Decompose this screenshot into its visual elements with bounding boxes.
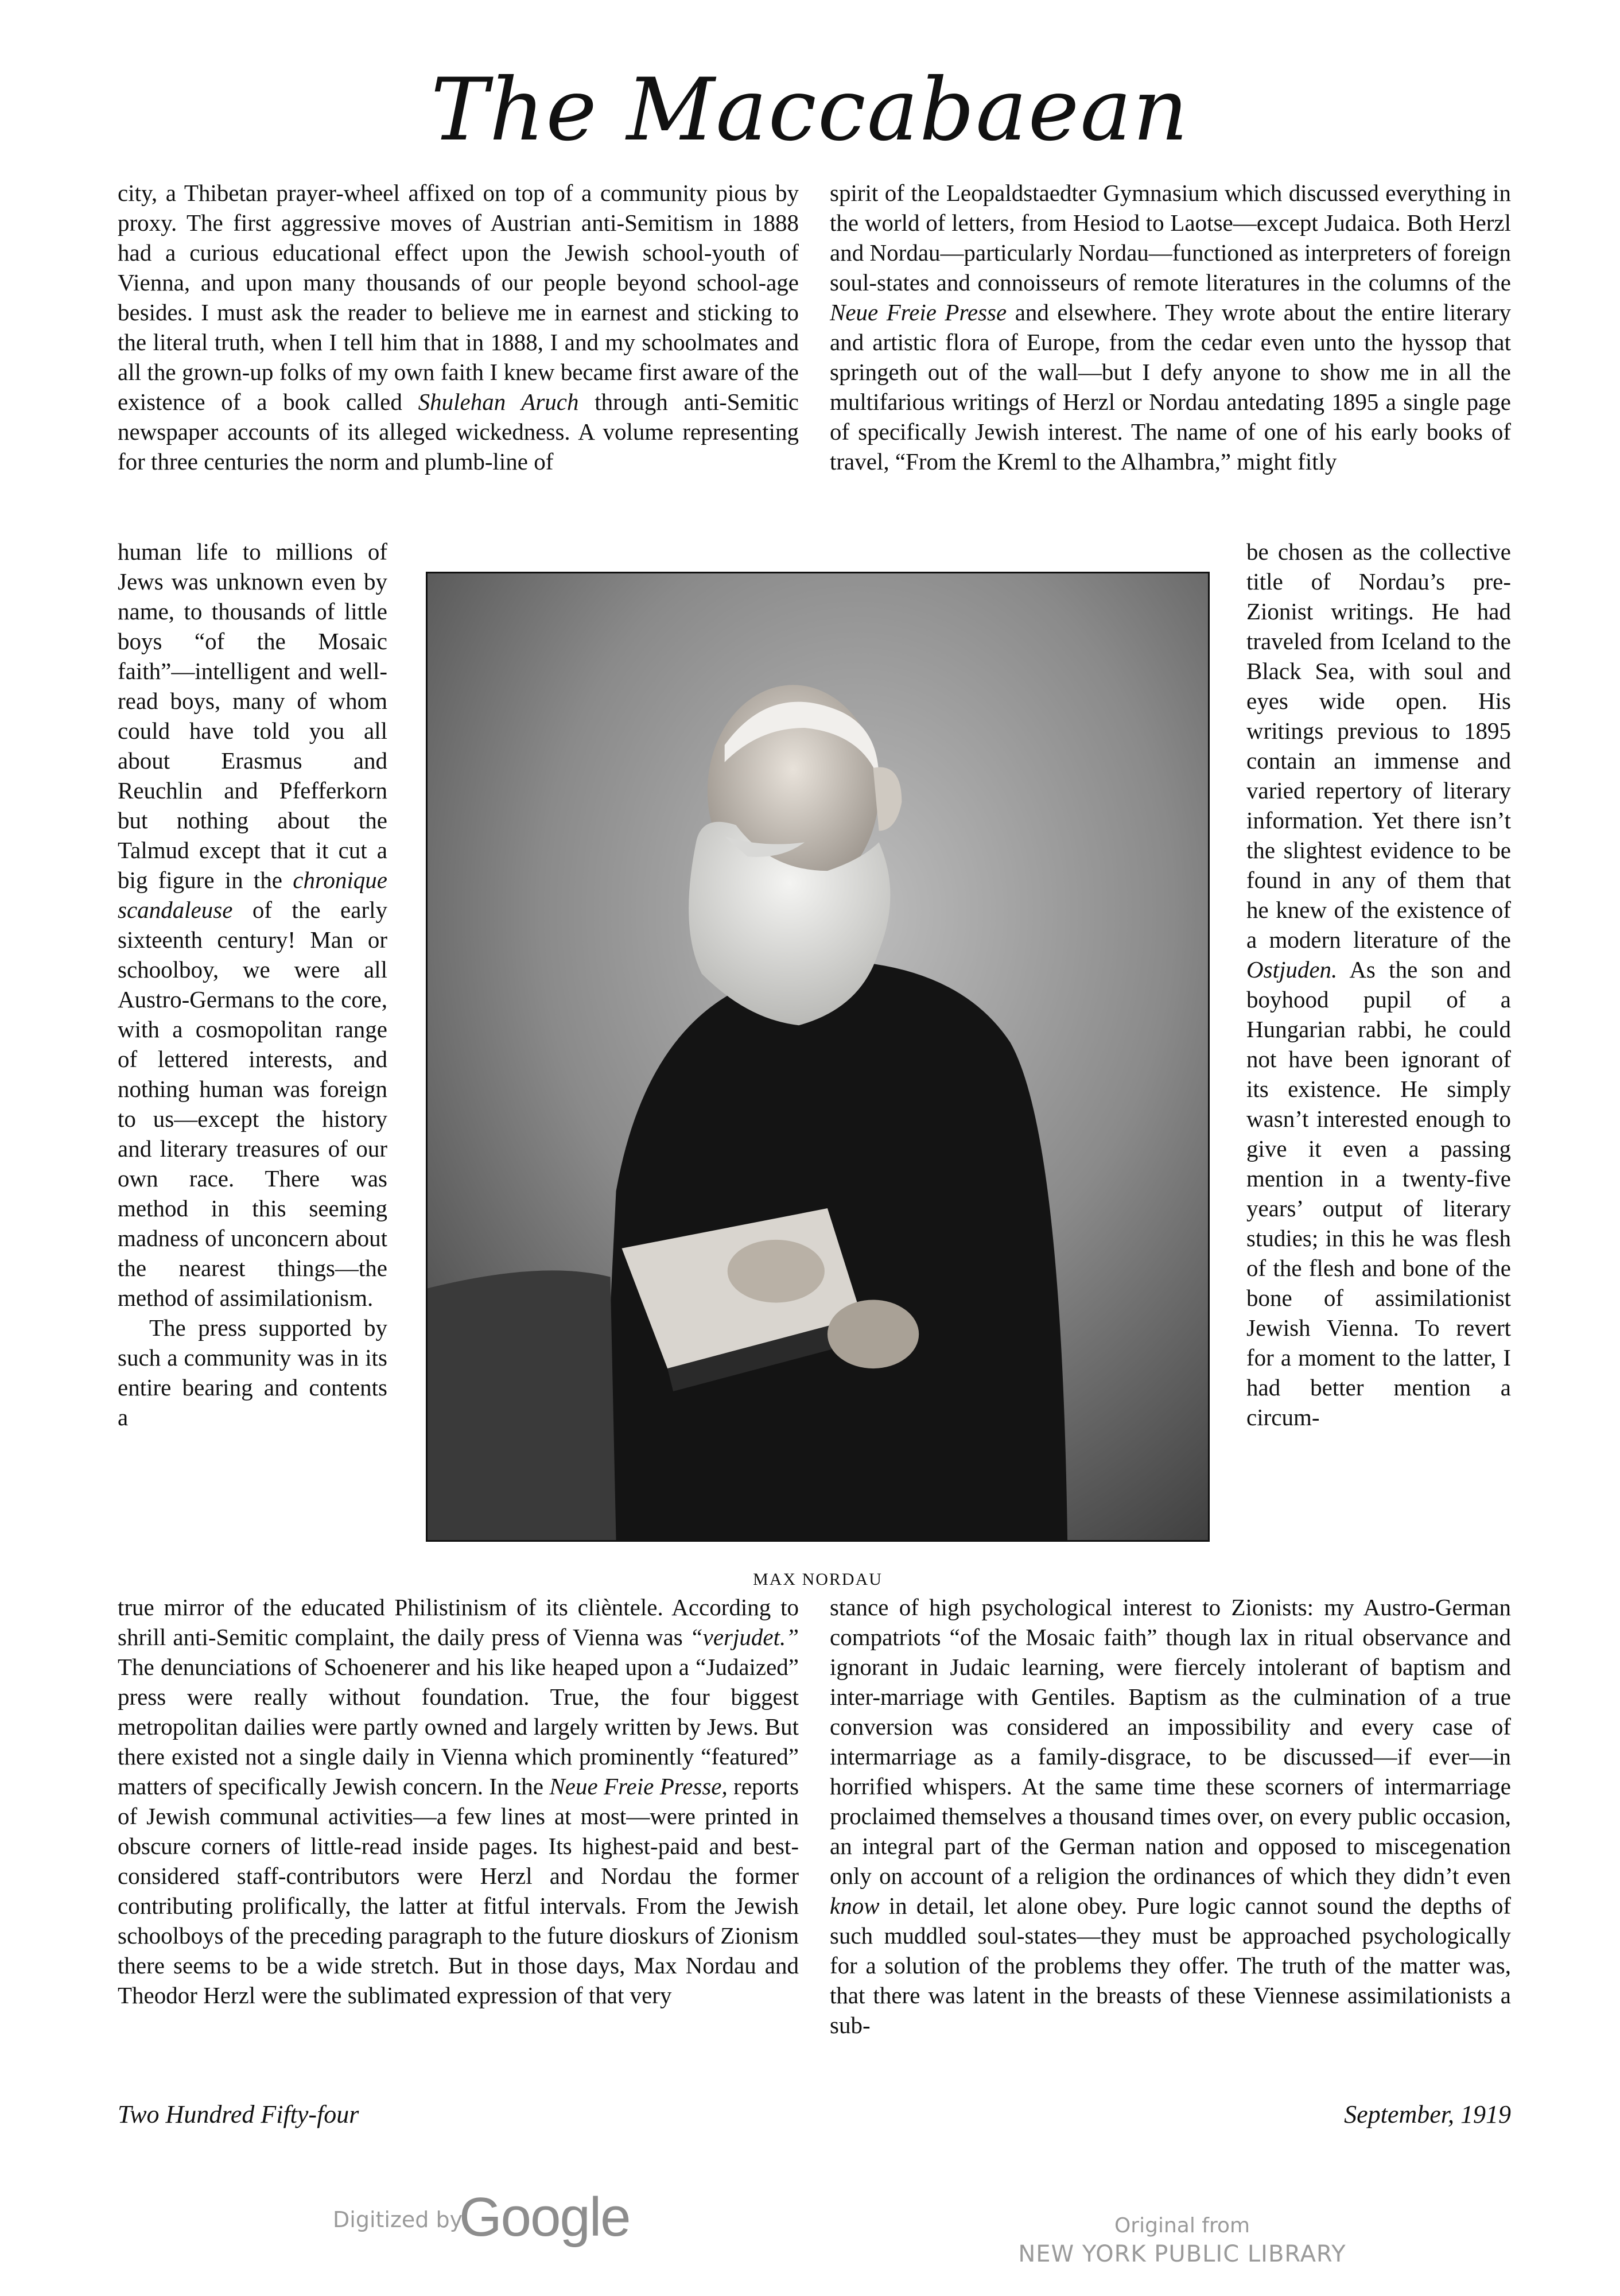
right-em-neue-freie: Neue Freie Presse — [830, 299, 1007, 325]
left-column-beside-photo — [118, 537, 387, 1432]
google-logo: Google — [459, 2186, 630, 2248]
right-paragraph-1: spirit of the Leopaldstaedter Gymnasium which discussed everything in the world of letters, from Hesiod to Laotse—except Judaica. Both Herzl and Nordau—particularly Nordau—functioned as interpreters of foreign soul-states and connoisseurs of remote literatures in the columns of the Neue Freie Presse and elsewhere. They wrote about the entire literary and artistic flora of Europe, from the cedar even unto the hyssop that springeth out of the wall—but I defy anyone to show me in all the multifarious writings of Herzl or Nordau antedating 1895 a single page of specifically Jewish interest. The name of one of his early books of travel, “From the Kreml to the Alhambra,” might fitly — [830, 180, 1511, 475]
right-column-top — [830, 178, 1511, 476]
right-column-bottom — [830, 1592, 1511, 2040]
left-paragraph-2-cont: true mirror of the educated Philistinism of its clièntele. According to shrill anti-Semitic complaint, the daily press of Vienna was “verjudet.” The denunciations of Schoenerer and his like heaped upon a “Judaized” press were really without foundation. True, the four biggest metropolitan dailies were partly owned and largely written by Jews. But there existed not a single daily in Vienna which prominently “featured” matters of specifically Jewish concern. In the Neue Freie Presse, reports of Jewish communal activities—a few lines at most—were printed in obscure corners of little-read inside pages. Its highest-paid and best-considered staff-contributors were Herzl and Nordau the former contributing prolifically, the latter at fitful intervals. From the Jewish schoolboys of the preceding paragraph to the future dioskurs of Zionism there seems to be a wide stretch. But in those days, Max Nordau and Theodor Herzl were the sublimated expression of that very — [118, 1594, 799, 2008]
left-column-top — [118, 178, 799, 476]
issue-date: September, 1919 — [1344, 2100, 1511, 2128]
right-column-beside-photo — [1246, 537, 1511, 1432]
portrait-illustration — [428, 573, 1208, 1540]
right-paragraph-1-end: stance of high psychological interest to Zionists: my Austro-German compatriots “of the Mosaic faith” though lax in ritual observance and ignorant in Judaic learning, were fiercely intolerant of baptism and inter-marriage with Gentiles. Baptism as the culmination of a true conversion was considered an impossibility and every case of intermarriage as a family-disgrace, to be discussed—if ever—in horrified whispers. At the same time these scorners of intermarriage proclaimed themselves a thousand times over, on every public occasion, an integral part of the German nation and opposed to miscegenation only on account of a religion the ordinances of which they didn’t even know in detail, let alone obey. Pure logic cannot sound the depths of such muddled soul-states—they must be approached psychologically for a solution of the problems they offer. The truth of the matter was, that there was latent in the breasts of these Viennese assimilationists a sub- — [830, 1594, 1511, 2038]
left-em-chronique: chronique scandaleuse — [118, 867, 387, 923]
original-from-label: Original from — [1114, 2214, 1250, 2237]
left-em-shulehan: Shulehan Aruch — [418, 389, 579, 415]
left-paragraph-1-cont: human life to millions of Jews was unknown even by name, to thousands of little boys “of the Mosaic faith”—intelligent and well-read boys, many of whom could have told you all about Erasmus and Reuchlin and Pfefferkorn but nothing about the Talmud except that it cut a big figure in the chronique scandaleuse of the early sixteenth century! Man or schoolboy, we were all Austro-Germans to the core, with a cosmopolitan range of lettered interests, and nothing human was foreign to us—except the history and literary treasures of our own race. There was method in this seeming madness of unconcern about the nearest things—the method of assimilationism. — [118, 538, 387, 1311]
library-name: NEW YORK PUBLIC LIBRARY — [1018, 2241, 1346, 2267]
photo-caption: MAX NORDAU — [753, 1570, 883, 1589]
left-paragraph-2: The press supported by such a community was in its entire bearing and contents a — [118, 1314, 387, 1430]
right-paragraph-1-cont: be chosen as the collective title of Nordau’s pre-Zionist writings. He had traveled from Iceland to the Black Sea, with soul and eyes wide open. His writings previous to 1895 contain an immense and varied repertory of literary information. Yet there isn’t the slightest evidence to be found in any of them that he knew of the existence of a modern literature of the Ostjuden. As the son and boyhood pupil of a Hungarian rabbi, he could not have been ignorant of its existence. He simply wasn’t interested enough to give it even a passing mention in a twenty-five years’ output of literary studies; in this he was flesh of the flesh and bone of the bone of assimilationist Jewish Vienna. To revert for a moment to the latter, I had better mention a circum- — [1246, 538, 1511, 1430]
left-column-bottom — [118, 1592, 799, 2010]
right-em-know: know — [830, 1892, 880, 1919]
portrait-photo — [426, 572, 1210, 1542]
left-paragraph-1: city, a Thibetan prayer-wheel affixed on top of a community pious by proxy. The first aggressive moves of Austrian anti-Semitism in 1888 had a curious educational effect upon the Jewish school-youth of Vienna, and upon many thousands of our people beyond school-age besides. I must ask the reader to believe me in earnest and sticking to the literal truth, when I tell him that in 1888, I and my schoolmates and all the grown-up folks of my own faith I knew became first aware of the existence of a book called Shulehan Aruch through anti-Semitic newspaper accounts of its alleged wickedness. A volume representing for three centuries the norm and plumb-line of — [118, 180, 799, 475]
right-em-ostjuden: Ostjuden. — [1246, 956, 1338, 983]
left-em-neue-freie: Neue Freie Presse, — [549, 1773, 728, 1799]
masthead: The Maccabaean — [430, 60, 1190, 160]
digitized-by-label: Digitized by — [333, 2207, 463, 2232]
left-em-verjudet: “verjudet.” — [689, 1624, 799, 1650]
page-number-label: Two Hundred Fifty-four — [118, 2100, 359, 2128]
original-source — [970, 2213, 1394, 2269]
